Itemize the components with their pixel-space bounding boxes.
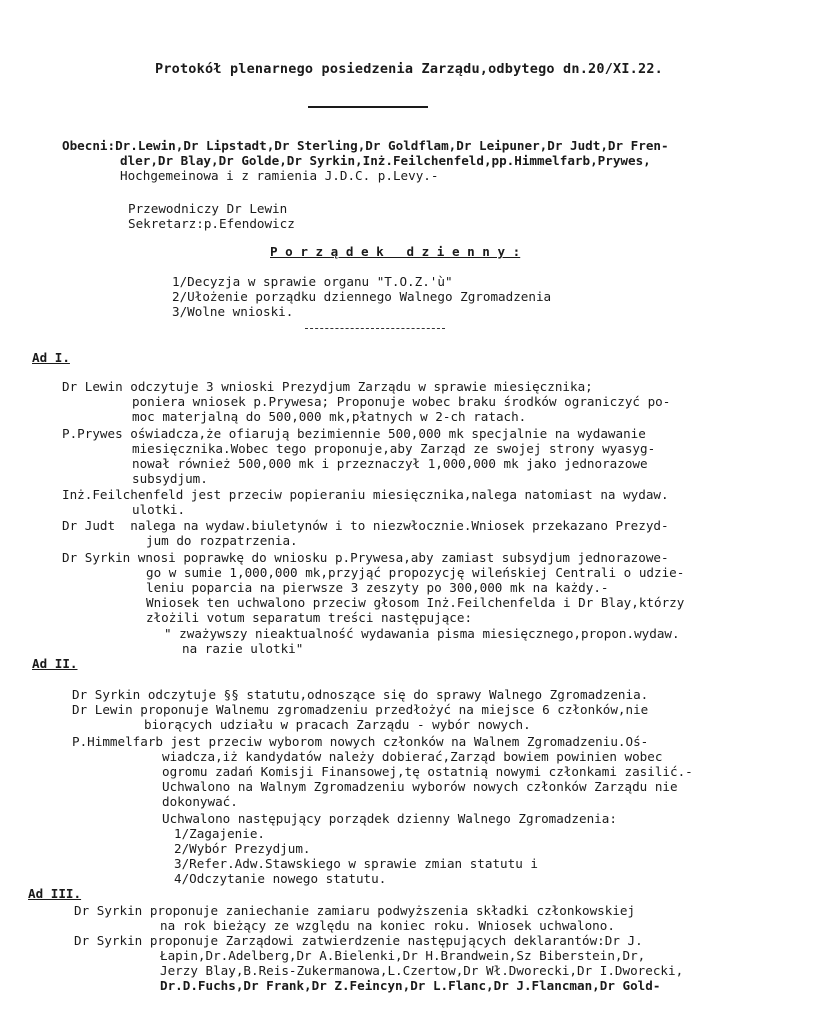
ad1-line: subsydjum.: [132, 471, 208, 486]
ad3-line: Dr.D.Fuchs,Dr Frank,Dr Z.Feincyn,Dr L.Flanc,Dr J.Flancman,Dr Gold-: [160, 978, 661, 993]
ad1-line: poniera wniosek p.Prywesa; Proponuje wobec braku środków ograniczyć po-: [132, 394, 671, 409]
ad1-line: złożili votum separatum treści następujące:: [146, 610, 473, 625]
ad2-line: 4/Odczytanie nowego statutu.: [174, 871, 387, 886]
ad3-line: Dr Syrkin proponuje zaniechanie zamiaru podwyższenia składki członkowskiej: [74, 903, 636, 918]
agenda-item: 1/Decyzja w sprawie organu "T.O.Z.'ù": [172, 274, 453, 289]
ad1-line: nował również 500,000 mk i przeznaczył 1,000,000 mk jako jednorazowe: [132, 456, 648, 471]
ad1-line: go w sumie 1,000,000 mk,przyjąć propozycję wileńskiej Centrali o udzie-: [146, 565, 685, 580]
ad2-line: Dr Syrkin odczytuje §§ statutu,odnoszące się do sprawy Walnego Zgromadzenia.: [72, 687, 649, 702]
ad2-line: 3/Refer.Adw.Stawskiego w sprawie zmian statutu i: [174, 856, 538, 871]
ad2-line: Uchwalono następujący porządek dzienny Walnego Zgromadzenia:: [162, 811, 617, 826]
ad2-line: wiadcza,iż kandydatów należy dobierać,Zarząd bowiem powinien wobec: [162, 749, 663, 764]
present-line-3: Hochgemeinowa i z ramienia J.D.C. p.Levy.-: [120, 168, 439, 183]
section-label-ad2: Ad II.: [32, 656, 78, 671]
agenda-item: 2/Ułożenie porządku dziennego Walnego Zgromadzenia: [172, 289, 552, 304]
ad1-line: miesięcznika.Wobec tego proponuje,aby Zarząd ze swojej strony wyasyg-: [132, 441, 656, 456]
ad1-line: Dr Syrkin wnosi poprawkę do wniosku p.Prywesa,aby zamiast subsydjum jednorazowe-: [62, 550, 669, 565]
document-title: Protokół plenarnego posiedzenia Zarządu,odbytego dn.20/XI.22.: [155, 61, 663, 77]
title-rule: [308, 106, 428, 108]
ad2-line: dokonywać.: [162, 794, 238, 809]
ad1-line: P.Prywes oświadcza,że ofiarują bezimiennie 500,000 mk specjalnie na wydawanie: [62, 426, 646, 441]
ad2-line: Uchwalono na Walnym Zgromadzeniu wyborów nowych członków Zarządu nie: [162, 779, 678, 794]
ad3-line: Dr Syrkin proponuje Zarządowi zatwierdzenie następujących deklarantów:Dr J.: [74, 933, 643, 948]
ad2-line: Dr Lewin proponuje Walnemu zgromadzeniu przedłożyć na miejsce 6 członków,nie: [72, 702, 649, 717]
ad2-line: P.Himmelfarb jest przeciw wyborom nowych członków na Walnem Zgromadzeniu.Oś-: [72, 734, 649, 749]
agenda-divider: [305, 328, 445, 329]
agenda-heading: P o r z ą d e k d z i e n n y :: [270, 244, 521, 259]
agenda-item: 3/Wolne wnioski.: [172, 304, 294, 319]
ad1-line: Dr Judt nalega na wydaw.biuletynów i to niezwłocznie.Wniosek przekazano Prezyd-: [62, 518, 669, 533]
ad1-line: Wniosek ten uchwalono przeciw głosom Inż.Feilchenfelda i Dr Blay,którzy: [146, 595, 685, 610]
ad2-line: ogromu zadań Komisji Finansowej,tę ostatnią nowymi członkami zasilić.-: [162, 764, 693, 779]
present-line-2: dler,Dr Blay,Dr Golde,Dr Syrkin,Inż.Feilchenfeld,pp.Himmelfarb,Prywes,: [120, 153, 651, 168]
ad1-line: moc materjalną do 500,000 mk,płatnych w 2-ch ratach.: [132, 409, 527, 424]
ad3-line: Łapin,Dr.Adelberg,Dr A.Bielenki,Dr H.Brandwein,Sz Biberstein,Dr,: [160, 948, 646, 963]
ad3-line: Jerzy Blay,B.Reis-Zukermanowa,L.Czertow,Dr Wł.Dworecki,Dr I.Dworecki,: [160, 963, 684, 978]
ad1-line: leniu poparcia na pierwsze 3 zeszyty po 300,000 mk na każdy.-: [146, 580, 609, 595]
secretary-line: Sekretarz:p.Efendowicz: [128, 216, 295, 231]
section-label-ad3: Ad III.: [28, 886, 82, 901]
ad1-line: na razie ulotki": [182, 641, 304, 656]
ad1-line: jum do rozpatrzenia.: [146, 533, 298, 548]
section-label-ad1: Ad I.: [32, 350, 70, 365]
ad3-line: na rok bieżący ze względu na koniec roku. Wniosek uchwalono.: [160, 918, 615, 933]
ad2-line: 2/Wybór Prezydjum.: [174, 841, 311, 856]
ad1-line: " zważywszy nieaktualność wydawania pisma miesięcznego,propon.wydaw.: [164, 626, 680, 641]
ad1-line: Inż.Feilchenfeld jest przeciw popieraniu miesięcznika,nalega natomiast na wydaw.: [62, 487, 669, 502]
ad1-line: ulotki.: [132, 502, 186, 517]
chair-line: Przewodniczy Dr Lewin: [128, 201, 288, 216]
ad1-line: Dr Lewin odczytuje 3 wnioski Prezydjum Zarządu w sprawie miesięcznika;: [62, 379, 593, 394]
ad2-line: biorących udziału w pracach Zarządu - wybór nowych.: [144, 717, 531, 732]
ad2-line: 1/Zagajenie.: [174, 826, 265, 841]
present-line-1: Obecni:Dr.Lewin,Dr Lipstadt,Dr Sterling,Dr Goldflam,Dr Leipuner,Dr Judt,Dr Fren-: [62, 138, 669, 153]
